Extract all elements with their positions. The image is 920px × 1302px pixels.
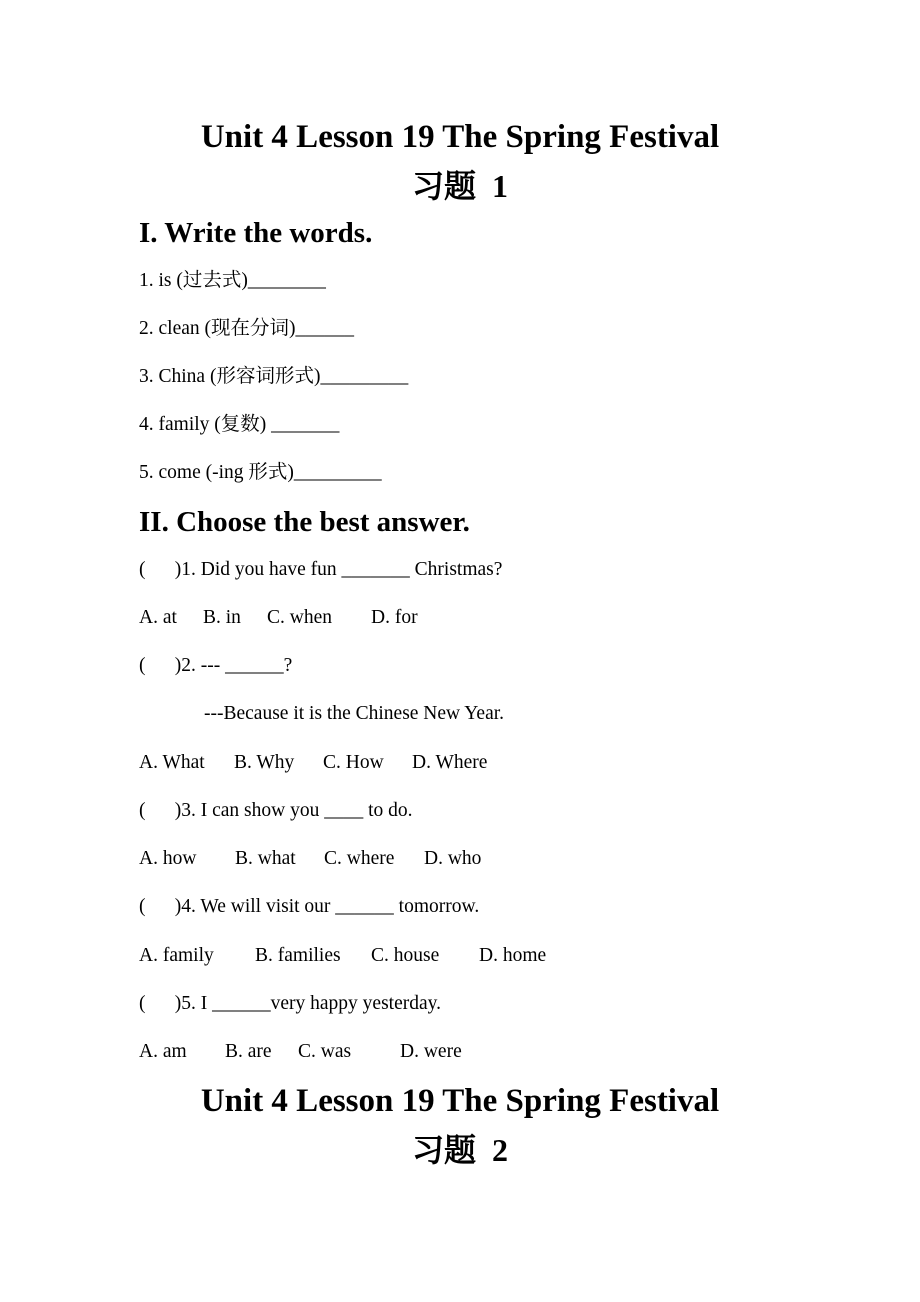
- q1-option-c: C. when: [267, 607, 332, 628]
- q5-option-d: D. were: [400, 1041, 462, 1062]
- exercise-1-title: Unit 4 Lesson 19 The Spring Festival: [200, 119, 720, 155]
- q2-option-b: B. Why: [234, 752, 295, 773]
- word-item-5: 5. come (-ing 形式)_________: [139, 462, 382, 483]
- q3-option-a: A. how: [139, 848, 197, 869]
- q1-option-a: A. at: [139, 607, 177, 628]
- q2-option-d: D. Where: [412, 752, 488, 773]
- q2-option-c: C. How: [323, 752, 384, 773]
- q3-option-b: B. what: [235, 848, 296, 869]
- question-5-stem: ( )5. I ______very happy yesterday.: [139, 993, 441, 1014]
- q4-option-c: C. house: [371, 945, 440, 966]
- q4-option-a: A. family: [139, 945, 214, 966]
- word-item-3: 3. China (形容词形式)_________: [139, 366, 409, 387]
- q5-option-a: A. am: [139, 1041, 187, 1062]
- word-item-2: 2. clean (现在分词)______: [139, 318, 354, 339]
- word-item-4: 4. family (复数) _______: [139, 414, 340, 435]
- exercise-2-title: Unit 4 Lesson 19 The Spring Festival: [200, 1083, 720, 1119]
- q5-option-b: B. are: [225, 1041, 272, 1062]
- exercise-number: 2: [492, 1132, 508, 1168]
- q1-option-b: B. in: [203, 607, 241, 628]
- q2-option-a: A. What: [139, 752, 205, 773]
- question-2-answer-line: ---Because it is the Chinese New Year.: [204, 703, 505, 724]
- exercise-label: 习题: [411, 1131, 476, 1169]
- question-1-stem: ( )1. Did you have fun _______ Christmas?: [139, 559, 503, 580]
- q3-option-d: D. who: [424, 848, 482, 869]
- q3-option-c: C. where: [324, 848, 395, 869]
- q4-option-d: D. home: [479, 945, 547, 966]
- exercise-number: 1: [492, 168, 508, 204]
- question-3-stem: ( )3. I can show you ____ to do.: [139, 800, 413, 821]
- q1-option-d: D. for: [371, 607, 418, 628]
- exercise-1-subtitle: [0, 166, 920, 206]
- question-2-stem: ( )2. --- ______?: [139, 655, 293, 676]
- q5-option-c: C. was: [298, 1041, 352, 1062]
- exercise-2-subtitle: [0, 1130, 920, 1170]
- q4-option-b: B. families: [255, 945, 341, 966]
- section-1-heading: I. Write the words.: [139, 217, 373, 249]
- question-4-stem: ( )4. We will visit our ______ tomorrow.: [139, 896, 480, 917]
- exercise-label: 习题: [411, 167, 476, 205]
- word-item-1: 1. is (过去式)________: [139, 270, 326, 291]
- section-2-heading: II. Choose the best answer.: [139, 506, 470, 538]
